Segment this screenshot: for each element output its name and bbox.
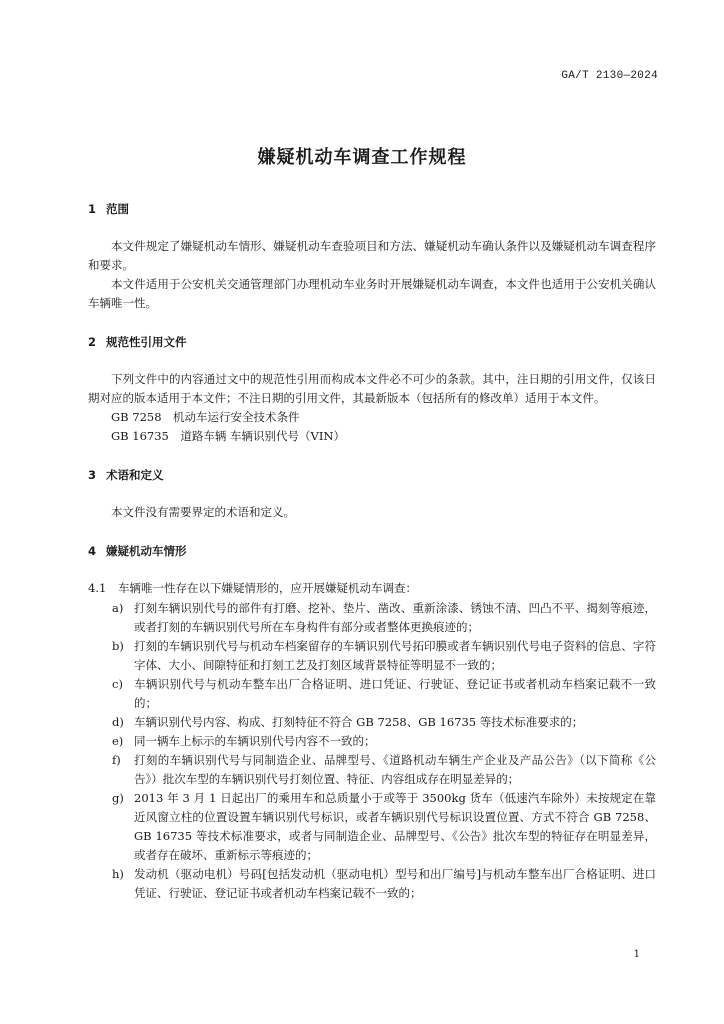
reference-item: GB 7258 机动车运行安全技术条件 <box>111 410 300 424</box>
list-marker: f) <box>112 753 121 767</box>
list-marker: h) <box>112 867 124 881</box>
list-marker: e) <box>112 734 124 748</box>
clause <box>88 579 656 598</box>
list-item-text: 2013 年 3 月 1 日起出厂的乘用车和总质量小于或等于 3500kg 货车（低速汽车除外）未按规定在靠近风窗立柱的位置设置车辆识别代号标识，或者车辆识别代号标识设置位置、方式不符合 GB 7258、GB 16735 等技术标准要求，或者与同制造企业、品牌型号、《公告》批次车型的特征存在明显差异，或者存在破坏、重新标示等痕迹的； <box>134 791 656 862</box>
section-title: 嫌疑机动车情形 <box>106 544 187 558</box>
section-number: 3 <box>88 468 97 482</box>
section-number: 4 <box>88 544 97 558</box>
list-item-text: 打刻的车辆识别代号与机动车档案留存的车辆识别代号拓印膜或者车辆识别代号电子资料的信息、字符字体、大小、间隙特征和打刻工艺及打刻区域背景特征等明显不一致的； <box>134 639 656 672</box>
paragraph: 下列文件中的内容通过文中的规范性引用而构成本文件必不可少的条款。其中，注日期的引用文件，仅该日期对应的版本适用于本文件；不注日期的引用文件，其最新版本（包括所有的修改单）适用于本文件。 <box>88 372 656 405</box>
list-marker: g) <box>112 791 124 805</box>
list-item-text: 发动机（驱动电机）号码[包括发动机（驱动电机）型号和出厂编号]与机动车整车出厂合格证明、进口凭证、行驶证、登记证书或者机动车档案记载不一致的； <box>134 867 656 900</box>
list-item <box>88 599 656 637</box>
reference-item: GB 16735 道路车辆 车辆识别代号（VIN） <box>111 429 345 443</box>
section-number: 2 <box>88 335 97 349</box>
page-number: 1 <box>633 949 640 960</box>
section-title: 术语和定义 <box>106 468 164 482</box>
document-code: GA/T 2130—2024 <box>561 70 658 82</box>
paragraph: 本文件适用于公安机关交通管理部门办理机动车业务时开展嫌疑机动车调查，本文件也适用于公安机关确认车辆唯一性。 <box>88 277 656 310</box>
list-marker: c) <box>112 677 123 691</box>
list-item <box>88 789 656 865</box>
section-heading-cases <box>88 542 656 560</box>
list-item-text: 车辆识别代号内容、构成、打刻特征不符合 GB 7258、GB 16735 等技术标准要求的； <box>134 715 584 729</box>
list-item <box>88 637 656 675</box>
section-heading-refs <box>88 333 656 351</box>
section-heading-terms <box>88 466 656 484</box>
list-marker: a) <box>112 601 124 615</box>
list-item <box>88 732 656 751</box>
list-marker: b) <box>112 639 124 653</box>
clause-text: 车辆唯一性存在以下嫌疑情形的，应开展嫌疑机动车调查： <box>118 581 417 595</box>
section-title: 范围 <box>106 202 129 216</box>
list-item-text: 车辆识别代号与机动车整车出厂合格证明、进口凭证、行驶证、登记证书或者机动车档案记载不一致的； <box>134 677 656 710</box>
document-title: 嫌疑机动车调查工作规程 <box>257 147 467 168</box>
document-body <box>88 200 656 903</box>
section-number: 1 <box>88 202 97 216</box>
list-item <box>88 865 656 903</box>
list-item <box>88 675 656 713</box>
paragraph: 本文件规定了嫌疑机动车情形、嫌疑机动车查验项目和方法、嫌疑机动车确认条件以及嫌疑机动车调查程序和要求。 <box>88 239 656 272</box>
list-item-text: 打刻的车辆识别代号与同制造企业、品牌型号、《道路机动车辆生产企业及产品公告》（以下简称《公告》）批次车型的车辆识别代号打刻位置、特征、内容组成存在明显差异的； <box>134 753 656 786</box>
section-heading-scope <box>88 200 656 218</box>
list-item-text: 打刻车辆识别代号的部件有打磨、挖补、垫片、凿改、重新涂漆、锈蚀不清、凹凸不平、揭刻等痕迹，或者打刻的车辆识别代号所在车身构件有部分或者整体更换痕迹的； <box>134 601 656 634</box>
clause-number: 4.1 <box>88 581 107 595</box>
list-marker: d) <box>112 715 124 729</box>
paragraph: 本文件没有需要界定的术语和定义。 <box>111 505 295 519</box>
list-item <box>88 713 656 732</box>
list-item <box>88 751 656 789</box>
section-title: 规范性引用文件 <box>106 335 187 349</box>
list-item-text: 同一辆车上标示的车辆识别代号内容不一致的； <box>134 734 376 748</box>
